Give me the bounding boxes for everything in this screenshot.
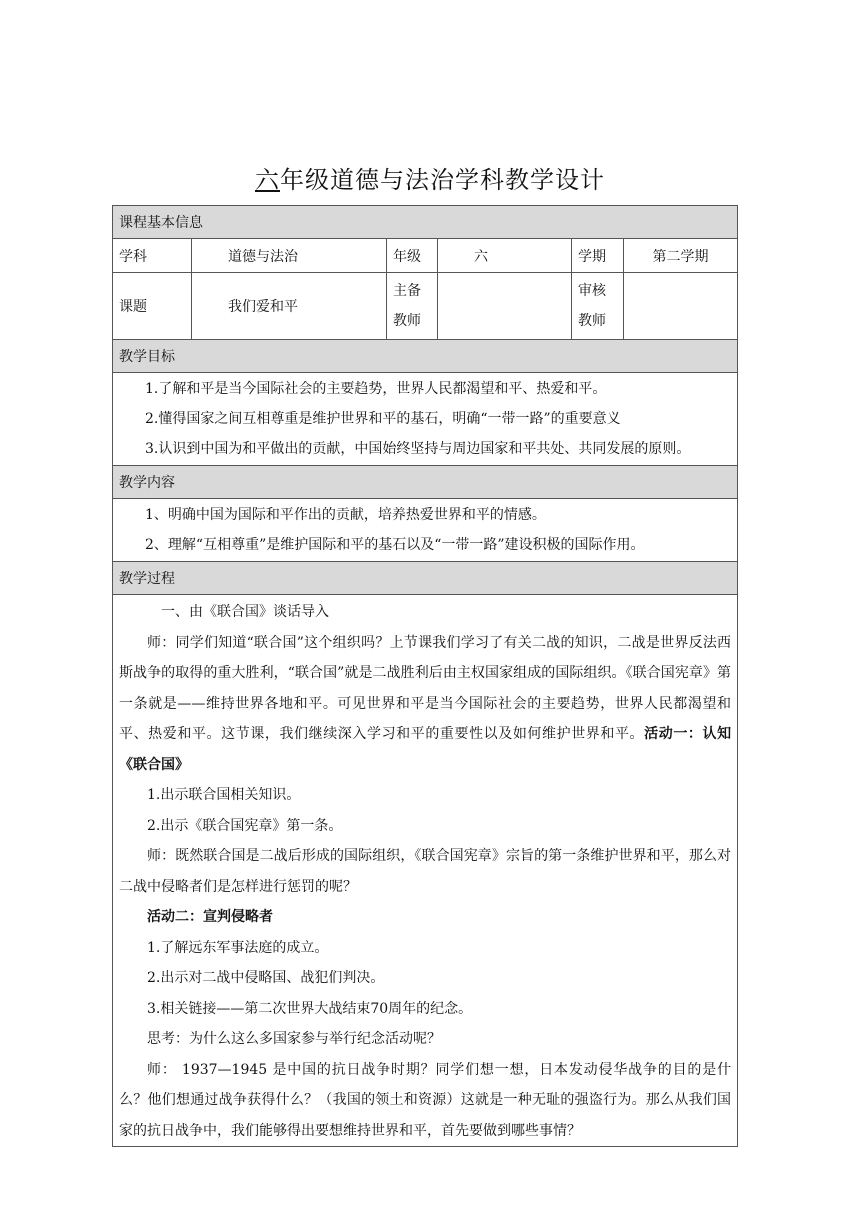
objectives-body (113, 373, 738, 466)
activity-2-title: 活动二：宣判侵略者 (147, 909, 273, 925)
section-objectives: 教学目标 (113, 340, 738, 373)
grade-label: 年级 (387, 239, 438, 273)
section-process: 教学过程 (113, 562, 738, 595)
activity-1-item: 2.出示《联合国宪章》第一条。 (147, 817, 343, 834)
reviewer-label-line2: 教师 (578, 313, 606, 329)
content-item: 1、明确中国为国际和平作出的贡献，培养热爱世界和平的情感。 (145, 507, 546, 523)
main-teacher-label-line2: 教师 (393, 313, 421, 329)
term-label: 学期 (572, 239, 624, 273)
think-question: 思考：为什么这么多国家参与举行纪念活动呢？ (147, 1031, 441, 1047)
objective-item: 3.认识到中国为和平做出的贡献，中国始终坚持与周边国家和平共处、共同发展的原则。 (145, 441, 691, 457)
process-paragraph-2: 师：既然联合国是二战后形成的国际组织，《联合国宪章》宗旨的第一条维护世界和平，那么对二战中侵略者们是怎样进行惩罚的呢？ (119, 848, 732, 895)
section-content: 教学内容 (113, 466, 738, 499)
subject-label: 学科 (113, 239, 192, 273)
activity-2-item: 2.出示对二战中侵略国、战犯们判决。 (147, 970, 385, 986)
activity-2-item: 3.相关链接——第二次世界大战结束70周年的纪念。 (147, 1000, 473, 1017)
reviewer-label-line1: 审核 (578, 283, 606, 299)
objective-item: 1.了解和平是当今国际社会的主要趋势，世界人民都渴望和平、热爱和平。 (145, 381, 607, 397)
topic-value: 我们爱和平 (192, 273, 387, 340)
process-paragraph-1-text: 师：同学们知道“联合国”这个组织吗？上节课我们学习了有关二战的知识，二战是世界反法西斯战争的取得的重大胜利，“联合国”就是二战胜利后由主权国家组成的国际组织。《联合国宪章》第一条就是——维持世界各地和平。可见世界和平是当今国际社会的主要趋势，世界人民都渴望和平、热爱和平。这节课，我们继续深入学习和平的重要性以及如何维护世界和平。 (119, 634, 732, 742)
content-body (113, 499, 738, 562)
title-prefix: 六 (255, 166, 280, 194)
activity-1-title: 活动一：认知《联合国》 (119, 726, 732, 773)
reviewer-value (624, 273, 738, 340)
activity-2-item: 1.了解远东军事法庭的成立。 (147, 939, 329, 956)
page-title (0, 160, 860, 195)
main-teacher-label (387, 273, 438, 340)
lesson-table (112, 205, 738, 1147)
title-rest: 年级道德与法治学科教学设计 (280, 166, 605, 194)
activity-1-item: 1.出示联合国相关知识。 (147, 787, 301, 803)
subject-value: 道德与法治 (192, 239, 387, 273)
section-basic-info: 课程基本信息 (113, 206, 738, 239)
process-intro: 一、由《联合国》谈话导入 (161, 604, 329, 620)
objective-item: 2.懂得国家之间互相尊重是维护世界和平的基石，明确“一带一路”的重要意义 (145, 411, 621, 427)
process-paragraph-3: 师： 1937—1945 是中国的抗日战争时期？同学们想一想，日本发动侵华战争的目的是什么？他们想通过战争获得什么？（我国的领土和资源）这就是一种无耻的强盗行为。那么从我们国家的抗日战争中，我们能够得出要想维持世界和平，首先要做到哪些事情？ (119, 1061, 732, 1139)
grade-value: 六 (438, 239, 572, 273)
process-body (113, 595, 738, 1147)
main-teacher-value (438, 273, 572, 340)
content-item: 2、理解“互相尊重”是维护国际和平的基石以及“一带一路”建设积极的国际作用。 (145, 537, 645, 553)
term-value: 第二学期 (624, 239, 738, 273)
reviewer-label (572, 273, 624, 340)
process-paragraph-1 (119, 628, 731, 781)
topic-label: 课题 (113, 273, 192, 340)
main-teacher-label-line1: 主备 (393, 283, 421, 299)
